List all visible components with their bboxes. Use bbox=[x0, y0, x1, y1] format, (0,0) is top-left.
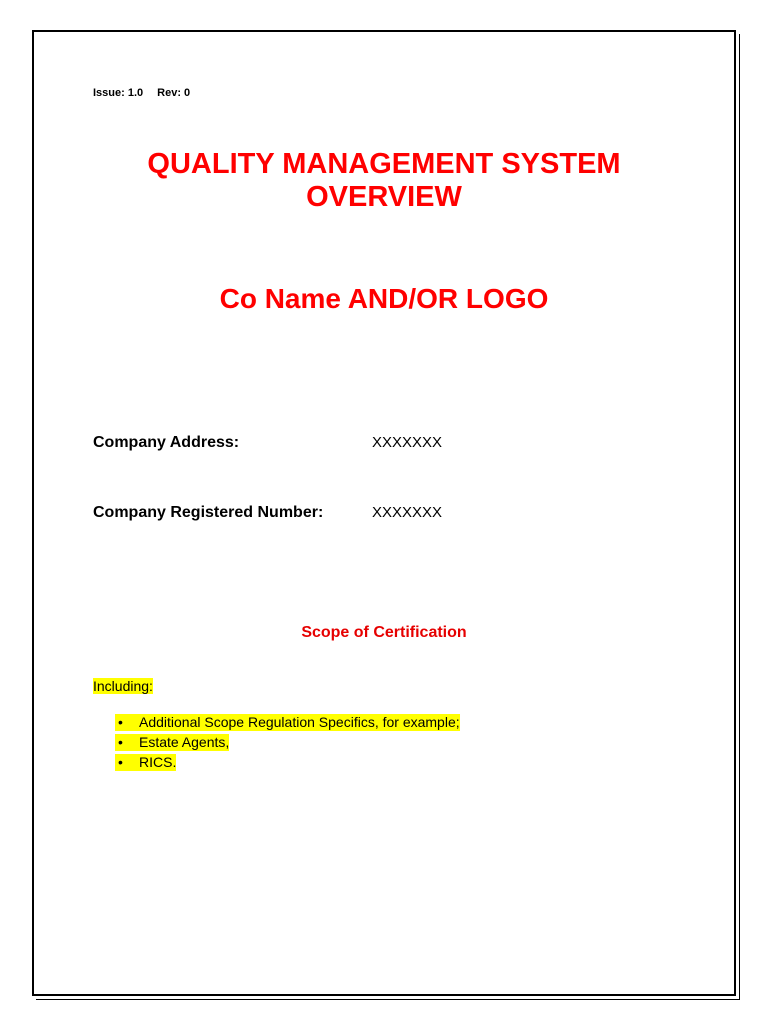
list-item bbox=[115, 712, 460, 732]
company-address-value: XXXXXXX bbox=[372, 434, 443, 451]
scope-intro-text: Including: bbox=[93, 678, 153, 694]
bullet-icon: • bbox=[115, 734, 139, 751]
list-item-text: RICS. bbox=[139, 754, 177, 770]
company-address-label: Company Address: bbox=[93, 434, 240, 451]
company-registered-number-label: Company Registered Number: bbox=[93, 504, 324, 521]
list-item bbox=[115, 732, 460, 752]
revision-number: Rev: 0 bbox=[157, 87, 191, 99]
bullet-icon: • bbox=[115, 714, 139, 731]
list-item-text: Estate Agents, bbox=[139, 734, 230, 750]
issue-revision-line bbox=[93, 87, 190, 99]
document-title bbox=[34, 148, 734, 214]
company-registered-number-value: XXXXXXX bbox=[372, 504, 443, 521]
list-item bbox=[115, 752, 460, 772]
scope-intro bbox=[93, 678, 153, 694]
issue-number: Issue: 1.0 bbox=[93, 87, 144, 99]
company-name-placeholder: Co Name AND/OR LOGO bbox=[219, 283, 549, 314]
document-title-line-1: QUALITY MANAGEMENT SYSTEM bbox=[147, 148, 621, 180]
bullet-icon: • bbox=[115, 754, 139, 771]
document-title-line-2: OVERVIEW bbox=[306, 181, 462, 213]
list-item-text: Additional Scope Regulation Specifics, for example; bbox=[139, 714, 460, 730]
scope-list bbox=[115, 712, 460, 772]
scope-heading: Scope of Certification bbox=[301, 624, 467, 641]
